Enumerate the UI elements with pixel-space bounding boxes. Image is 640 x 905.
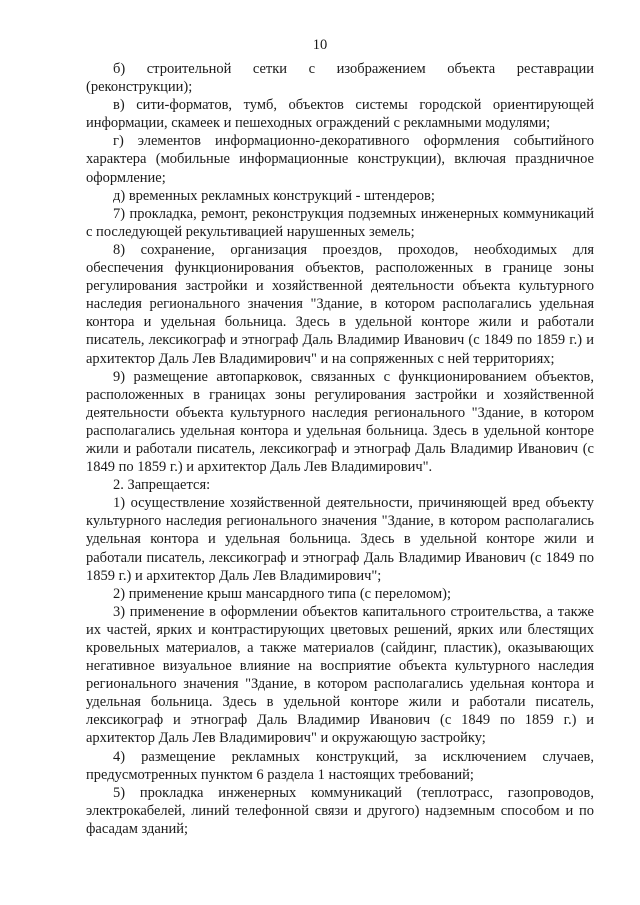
paragraph-prohibited-1-harm: 1) осуществление хозяйственной деятельности, причиняющей вред объекту культурного наследия регионального значения "Здание, в котором располагались удельная контора и удельная больница. Здесь в удельной конторе жили и работали писатель, лексикограф и этнограф Даль Владимир Иванович (с 1849 по 1859 г.) и архитектор Даль Лев Владимирович"; xyxy=(86,495,594,584)
paragraph-v-city-formats: в) сити-форматов, тумб, объектов системы городской ориентирующей информации, скамеек и пешеходных ограждений с рекламными модулями; xyxy=(86,97,594,132)
paragraph-prohibited-2-mansard-roofs: 2) применение крыш мансардного типа (с переломом); xyxy=(113,585,451,602)
paragraph-prohibited-4-advertising: 4) размещение рекламных конструкций, за исключением случаев, предусмотренных пунктом 6 раздела 1 настоящих требований; xyxy=(86,748,594,783)
paragraph-7-underground-utilities: 7) прокладка, ремонт, реконструкция подземных инженерных коммуникаций с последующей рекультивацией нарушенных земель; xyxy=(86,205,594,240)
paragraph-8-passages: 8) сохранение, организация проездов, проходов, необходимых для обеспечения функционирования объектов, расположенных в границе зоны регулирования застройки и хозяйственной деятельности объекта культурного наследия регионального значения "Здание, в котором располагались удельная контора и удельная больница. Здесь в удельной конторе жили и работали писатель, лексикограф и этнограф Даль Владимир Иванович (с 1849 по 1859 г.) и архитектор Даль Лев Владимирович" и на сопряженных с ней территориях; xyxy=(86,241,594,367)
paragraph-prohibited-3-bright-colors: 3) применение в оформлении объектов капитального строительства, а также их частей, ярких и контрастирующих цветовых решений, ярких или блестящих кровельных материалов, а также материалов (сайдинг, пластик), оказывающих негативное визуальное влияние на восприятие объекта культурного наследия регионального значения "Здание, в котором располагались удельная контора и удельная больница. Здесь в удельной конторе жили и работали писатель, лексикограф и этнограф Даль Владимир Иванович (с 1849 по 1859 г.) и архитектор Даль Лев Владимирович" и окружающую застройку; xyxy=(86,603,594,747)
section-heading-prohibited: 2. Запрещается: xyxy=(113,477,211,494)
paragraph-g-event-decor: г) элементов информационно-декоративного оформления событийного характера (мобильные информационные конструкции), включая праздничное оформление; xyxy=(86,133,594,186)
paragraph-d-temporary-ads: д) временных рекламных конструкций - штендеров; xyxy=(113,187,435,204)
document-body xyxy=(86,60,594,838)
paragraph-b-construction-grid: б) строительной сетки с изображением объекта реставрации (реконструкции); xyxy=(86,61,594,96)
page-number: 10 xyxy=(312,37,328,53)
paragraph-prohibited-5-overhead-utilities: 5) прокладка инженерных коммуникаций (теплотрасс, газопроводов, электрокабелей, линий телефонной связи и другого) надземным способом и по фасадам зданий; xyxy=(86,784,594,837)
paragraph-9-parking: 9) размещение автопарковок, связанных с функционированием объектов, расположенных в границах зоны регулирования застройки и хозяйственной деятельности объекта культурного наследия регионального "Здание, в котором располагались удельная контора и удельная больница. Здесь в удельной конторе жили и работали писатель, лексикограф и этнограф Даль Владимир Иванович (с 1849 по 1859 г.) и архитектор Даль Лев Владимирович". xyxy=(86,368,594,476)
